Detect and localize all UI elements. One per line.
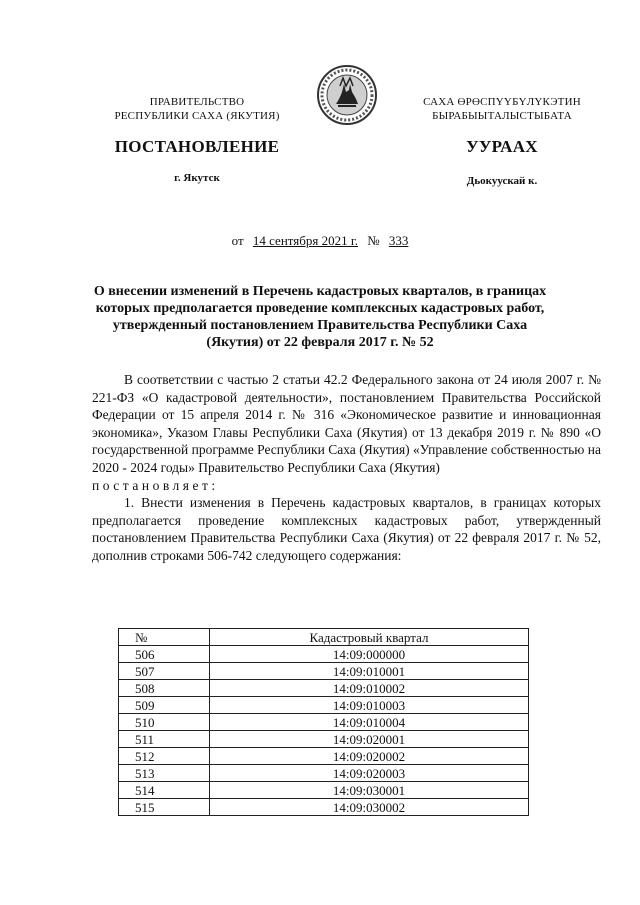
government-name-ru-line2: РЕСПУБЛИКИ САХА (ЯКУТИЯ) (114, 110, 280, 122)
date-prefix: от (231, 233, 244, 248)
title-line: которых предполагается проведение комплексных кадастровых работ, (95, 301, 545, 316)
row-number: 508 (119, 680, 210, 697)
row-number: 507 (119, 663, 210, 680)
row-number: 515 (119, 799, 210, 816)
row-number: 512 (119, 748, 210, 765)
table-row (119, 680, 529, 697)
cadastral-quarter: 14:09:020001 (210, 731, 529, 748)
doc-type-ru: ПОСТАНОВЛЕНИЕ (114, 137, 280, 156)
government-name-sakha-line2: БЫРАБЫЫТАЛЫСТЫБАТА (432, 110, 572, 122)
cadastral-table (118, 628, 529, 816)
decree-date: 14 сентября 2021 г. (252, 233, 358, 248)
header-left (92, 95, 302, 123)
decree-number: 333 (388, 233, 409, 248)
table-row (119, 663, 529, 680)
cadastral-quarter: 14:09:030001 (210, 782, 529, 799)
table-row (119, 714, 529, 731)
row-number: 511 (119, 731, 210, 748)
cadastral-quarter: 14:09:010003 (210, 697, 529, 714)
document-body (92, 371, 601, 565)
cadastral-quarter: 14:09:010002 (210, 680, 529, 697)
table-row (119, 646, 529, 663)
cadastral-quarter: 14:09:010004 (210, 714, 529, 731)
city-ru: г. Якутск (174, 172, 220, 184)
preamble-paragraph: В соответствии с частью 2 статьи 42.2 Федерального закона от 24 июля 2007 г. № 221-ФЗ «О кадастровой деятельности», постановлением Правительства Российской Федерации от 15 апреля 2014 г. № 316 «Экономическое развитие и инновационная экономика», Указом Главы Республики Саха (Якутия) от 13 декабря 2019 г. № 890 «О государственной программе Республики Саха (Якутия) «Управление собственностью на 2020 - 2024 годы» Правительство Республики Саха (Якутия) (92, 372, 601, 475)
item-1-paragraph: 1. Внести изменения в Перечень кадастровых кварталов, в границах которых предполагается проведение комплексных кадастровых работ, утвержденный постановлением Правительства Республики Саха (Якутия) от 22 февраля 2017 г. № 52, дополнив строками 506-742 следующего содержания: (92, 495, 601, 563)
government-name-ru-line1: ПРАВИТЕЛЬСТВО (149, 96, 245, 108)
row-number: 509 (119, 697, 210, 714)
cadastral-quarter: 14:09:030002 (210, 799, 529, 816)
document-title (70, 283, 570, 351)
coat-of-arms-icon (316, 64, 378, 126)
header-right (392, 95, 612, 123)
table-row (119, 799, 529, 816)
date-line (0, 233, 640, 249)
table-row (119, 748, 529, 765)
row-number: 510 (119, 714, 210, 731)
cadastral-quarter: 14:09:020002 (210, 748, 529, 765)
table-header-row (119, 629, 529, 646)
table-row (119, 765, 529, 782)
table-row (119, 731, 529, 748)
row-number: 506 (119, 646, 210, 663)
number-sign: № (367, 233, 380, 248)
title-line: О внесении изменений в Перечень кадастровых кварталов, в границах (93, 284, 547, 299)
decree-word: постановляет: (92, 477, 219, 493)
row-number: 513 (119, 765, 210, 782)
cadastral-quarter: 14:09:000000 (210, 646, 529, 663)
title-line: утвержденный постановлением Правительства Республики Саха (112, 318, 528, 333)
government-name-sakha-line1: САХА ӨРӨСПҮҮБҮЛҮКЭТИН (423, 96, 581, 108)
city-sakha: Дьокуускай к. (466, 175, 538, 187)
doc-type-sakha: УУРААХ (466, 137, 538, 156)
cadastral-quarter: 14:09:020003 (210, 765, 529, 782)
cadastral-quarter: 14:09:010001 (210, 663, 529, 680)
column-header-number: № (119, 629, 210, 646)
table-row (119, 782, 529, 799)
row-number: 514 (119, 782, 210, 799)
table-row (119, 697, 529, 714)
title-line: (Якутия) от 22 февраля 2017 г. № 52 (206, 335, 434, 350)
column-header-quarter: Кадастровый квартал (210, 629, 529, 646)
